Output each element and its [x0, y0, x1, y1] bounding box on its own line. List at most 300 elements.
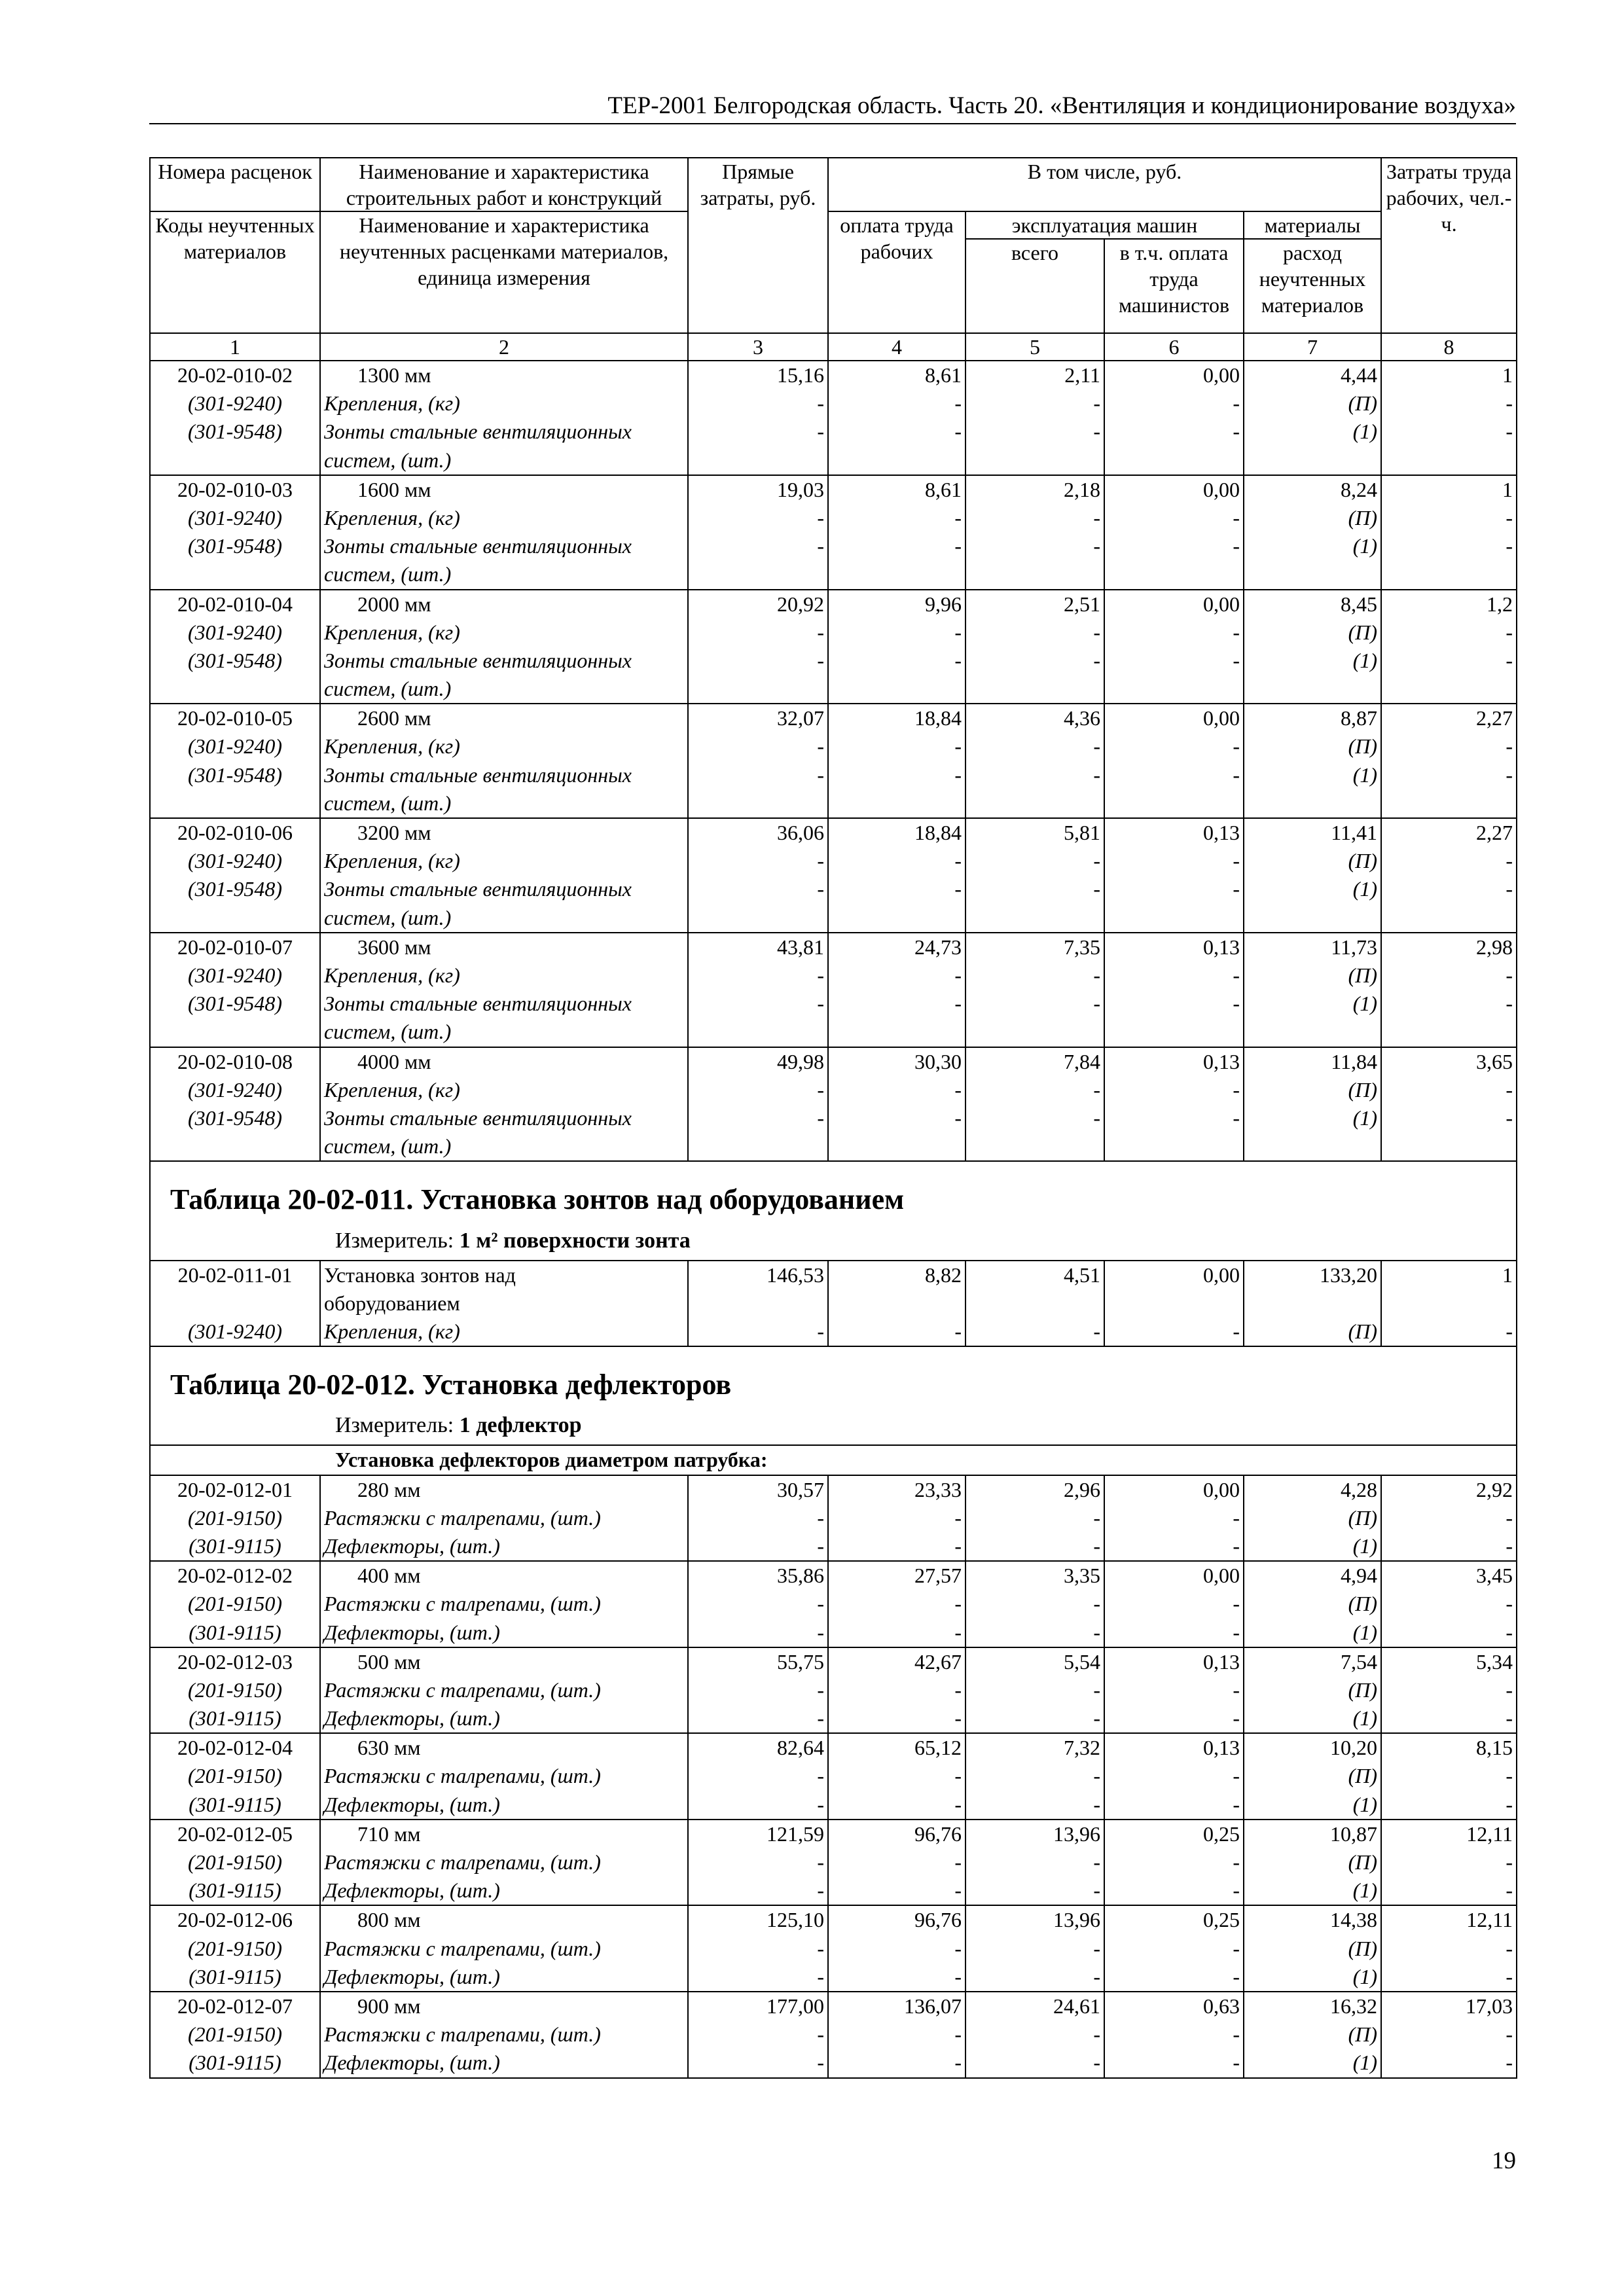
dash-cell: - — [965, 532, 1104, 560]
table-row — [150, 1475, 1517, 1504]
material-mark: (П) — [1244, 1935, 1381, 1963]
material-row — [150, 532, 1517, 560]
column-number: 3 — [688, 333, 828, 361]
measure-label: Измеритель: — [335, 1413, 454, 1438]
dash-cell: - — [1381, 647, 1517, 675]
table-row — [150, 1992, 1517, 2020]
dash-cell: - — [1381, 732, 1517, 761]
empty-cell — [828, 1289, 965, 1318]
col2-top-header: Наименование и характеристика строительных работ и конструкций — [320, 158, 688, 211]
value-cell: 96,76 — [828, 1820, 965, 1848]
column-number: 7 — [1244, 333, 1381, 361]
material-code: (201-9150) — [150, 1504, 320, 1532]
dash-cell: - — [1381, 761, 1517, 789]
material-code: (301-9548) — [150, 1104, 320, 1132]
dash-cell: - — [688, 1104, 828, 1132]
material-name: Растяжки с талрепами, (шт.) — [320, 1848, 688, 1876]
value-cell: 8,15 — [1381, 1733, 1517, 1762]
value-cell: 0,00 — [1104, 1475, 1244, 1504]
table-title: Таблица 20-02-012. Установка дефлекторов — [170, 1369, 732, 1401]
material-row — [150, 1704, 1517, 1733]
dash-cell: - — [1104, 1704, 1244, 1733]
dash-cell: - — [965, 1876, 1104, 1905]
dash-cell: - — [1381, 1504, 1517, 1532]
dash-cell: - — [1381, 619, 1517, 647]
work-name: 1600 мм — [320, 475, 688, 504]
material-name: Зонты стальные вентиляционных — [320, 761, 688, 789]
material-mark: (1) — [1244, 1704, 1381, 1733]
material-code: (301-9548) — [150, 875, 320, 903]
dash-cell: - — [688, 619, 828, 647]
material-row — [150, 1762, 1517, 1790]
empty-cell — [828, 904, 965, 933]
table-title-row — [150, 1346, 1517, 1445]
col1-top-header: Номера расценок — [150, 158, 320, 211]
table-title-row — [150, 1161, 1517, 1260]
material-mark: (П) — [1244, 1504, 1381, 1532]
empty-cell — [1244, 789, 1381, 818]
material-row — [150, 732, 1517, 761]
material-row — [150, 1848, 1517, 1876]
dash-cell: - — [965, 1963, 1104, 1992]
empty-cell — [965, 560, 1104, 589]
empty-cell — [1381, 789, 1517, 818]
material-mark: (1) — [1244, 1619, 1381, 1647]
empty-cell — [1104, 789, 1244, 818]
empty-cell — [1381, 675, 1517, 704]
material-code: (301-9115) — [150, 1704, 320, 1733]
value-cell: 13,96 — [965, 1905, 1104, 1934]
rate-code: 20-02-012-03 — [150, 1647, 320, 1676]
value-cell: 8,61 — [828, 475, 965, 504]
dash-cell: - — [688, 1762, 828, 1790]
dash-cell: - — [1104, 1791, 1244, 1820]
dash-cell: - — [965, 418, 1104, 446]
empty-cell — [150, 446, 320, 475]
value-cell: 43,81 — [688, 933, 828, 961]
value-cell: 35,86 — [688, 1561, 828, 1590]
material-mark: (П) — [1244, 732, 1381, 761]
material-row — [150, 2049, 1517, 2077]
material-mark: (1) — [1244, 532, 1381, 560]
value-cell: 177,00 — [688, 1992, 828, 2020]
table-row — [150, 1047, 1517, 1076]
work-name: 3600 мм — [320, 933, 688, 961]
empty-cell — [688, 1289, 828, 1318]
empty-cell — [1244, 1018, 1381, 1047]
dash-cell: - — [1104, 2020, 1244, 2049]
dash-cell: - — [828, 1704, 965, 1733]
dash-cell: - — [965, 389, 1104, 418]
material-mark: (П) — [1244, 619, 1381, 647]
value-cell: 0,13 — [1104, 818, 1244, 847]
value-cell: 5,34 — [1381, 1647, 1517, 1676]
dash-cell: - — [688, 418, 828, 446]
value-cell: 4,28 — [1244, 1475, 1381, 1504]
empty-cell — [1104, 675, 1244, 704]
name-continuation: оборудованием — [320, 1289, 688, 1318]
value-cell: 36,06 — [688, 818, 828, 847]
value-cell: 0,25 — [1104, 1905, 1244, 1934]
material-row — [150, 2020, 1517, 2049]
empty-cell — [1244, 446, 1381, 475]
value-cell: 12,11 — [1381, 1820, 1517, 1848]
material-mark: (1) — [1244, 647, 1381, 675]
dash-cell: - — [828, 2049, 965, 2077]
value-cell: 1 — [1381, 475, 1517, 504]
dash-cell: - — [965, 1762, 1104, 1790]
dash-cell: - — [828, 761, 965, 789]
dash-cell: - — [1104, 990, 1244, 1018]
work-name: 2000 мм — [320, 590, 688, 619]
empty-cell — [828, 1018, 965, 1047]
work-name: 1300 мм — [320, 361, 688, 389]
dash-cell: - — [965, 1504, 1104, 1532]
running-header: ТЕР-2001 Белгородская область. Часть 20. «Вентиляция и кондиционирование воздуха» — [149, 92, 1516, 124]
name-continuation: систем, (шт.) — [320, 904, 688, 933]
empty-cell — [965, 1018, 1104, 1047]
value-cell: 4,36 — [965, 704, 1104, 732]
material-name: Крепления, (кг) — [320, 847, 688, 875]
subheader-row — [150, 1445, 1517, 1475]
material-name: Дефлекторы, (шт.) — [320, 1791, 688, 1820]
material-mark: (1) — [1244, 1532, 1381, 1561]
value-cell: 8,24 — [1244, 475, 1381, 504]
dash-cell: - — [828, 389, 965, 418]
dash-cell: - — [828, 647, 965, 675]
work-name: 2600 мм — [320, 704, 688, 732]
rate-code: 20-02-012-05 — [150, 1820, 320, 1848]
material-name: Дефлекторы, (шт.) — [320, 1619, 688, 1647]
material-mark: (1) — [1244, 1791, 1381, 1820]
dash-cell: - — [828, 1619, 965, 1647]
dash-cell: - — [1104, 875, 1244, 903]
dash-cell: - — [965, 1935, 1104, 1963]
direct-costs-header: Прямые затраты, руб. — [688, 158, 828, 333]
dash-cell: - — [1104, 1504, 1244, 1532]
dash-cell: - — [688, 1676, 828, 1704]
empty-cell — [150, 789, 320, 818]
material-code: (301-9240) — [150, 389, 320, 418]
table-measure — [151, 1226, 1516, 1260]
value-cell: 16,32 — [1244, 1992, 1381, 2020]
table-row — [150, 1647, 1517, 1676]
material-code: (201-9150) — [150, 2020, 320, 2049]
empty-cell — [1244, 675, 1381, 704]
material-name: Дефлекторы, (шт.) — [320, 1876, 688, 1905]
material-name: Растяжки с талрепами, (шт.) — [320, 1676, 688, 1704]
material-code: (301-9240) — [150, 1076, 320, 1104]
dash-cell: - — [1104, 647, 1244, 675]
table-row — [150, 818, 1517, 847]
dash-cell: - — [1104, 1619, 1244, 1647]
table-row — [150, 590, 1517, 619]
column-number: 5 — [965, 333, 1104, 361]
value-cell: 0,63 — [1104, 1992, 1244, 2020]
value-cell: 0,13 — [1104, 933, 1244, 961]
subheader: Установка дефлекторов диаметром патрубка: — [150, 1445, 1517, 1475]
dash-cell: - — [688, 2049, 828, 2077]
dash-cell: - — [1381, 504, 1517, 532]
dash-cell: - — [1381, 1963, 1517, 1992]
material-row — [150, 1504, 1517, 1532]
measure-label: Измеритель: — [335, 1228, 454, 1253]
page-number: 19 — [1492, 2147, 1516, 2174]
continuation-row — [150, 789, 1517, 818]
dash-cell: - — [1381, 1590, 1517, 1618]
empty-cell — [150, 560, 320, 589]
empty-cell — [688, 675, 828, 704]
dash-cell: - — [688, 532, 828, 560]
rate-code: 20-02-010-05 — [150, 704, 320, 732]
dash-cell: - — [828, 619, 965, 647]
table-row — [150, 361, 1517, 389]
empty-cell — [1381, 1018, 1517, 1047]
material-code: (201-9150) — [150, 1935, 320, 1963]
dash-cell: - — [1104, 1848, 1244, 1876]
empty-cell — [1244, 904, 1381, 933]
dash-cell: - — [828, 1532, 965, 1561]
dash-cell: - — [828, 1935, 965, 1963]
dash-cell: - — [965, 1532, 1104, 1561]
material-row — [150, 1104, 1517, 1132]
value-cell: 30,57 — [688, 1475, 828, 1504]
dash-cell: - — [1381, 418, 1517, 446]
value-cell: 125,10 — [688, 1905, 828, 1934]
dash-cell: - — [688, 847, 828, 875]
continuation-row — [150, 1132, 1517, 1161]
material-name: Растяжки с талрепами, (шт.) — [320, 2020, 688, 2049]
empty-cell — [1104, 560, 1244, 589]
dash-cell: - — [828, 961, 965, 990]
material-row — [150, 1791, 1517, 1820]
value-cell: 8,82 — [828, 1261, 965, 1289]
empty-cell — [150, 904, 320, 933]
empty-cell — [965, 904, 1104, 933]
dash-cell: - — [828, 732, 965, 761]
dash-cell: - — [1104, 1104, 1244, 1132]
empty-cell — [688, 789, 828, 818]
dash-cell: - — [828, 418, 965, 446]
empty-cell — [1381, 904, 1517, 933]
dash-cell: - — [1381, 1791, 1517, 1820]
table-title-cell — [150, 1161, 1517, 1260]
empty-cell — [1381, 446, 1517, 475]
empty-cell — [828, 675, 965, 704]
value-cell: 65,12 — [828, 1733, 965, 1762]
rate-code: 20-02-012-02 — [150, 1561, 320, 1590]
dash-cell: - — [1104, 1590, 1244, 1618]
continuation-row — [150, 1289, 1517, 1318]
material-row — [150, 761, 1517, 789]
dash-cell: - — [688, 1619, 828, 1647]
column-number: 2 — [320, 333, 688, 361]
labor-costs-header: Затраты труда рабочих, чел.-ч. — [1381, 158, 1517, 333]
material-row — [150, 418, 1517, 446]
empty-cell — [828, 446, 965, 475]
dash-cell: - — [828, 1963, 965, 1992]
dash-cell: - — [688, 1848, 828, 1876]
material-code: (201-9150) — [150, 1762, 320, 1790]
empty-cell — [150, 675, 320, 704]
material-code: (301-9548) — [150, 532, 320, 560]
material-mark: (П) — [1244, 1590, 1381, 1618]
work-name: 280 мм — [320, 1475, 688, 1504]
material-name: Зонты стальные вентиляционных — [320, 647, 688, 675]
work-name: 630 мм — [320, 1733, 688, 1762]
material-row — [150, 1590, 1517, 1618]
material-code: (301-9548) — [150, 647, 320, 675]
rate-code: 20-02-012-04 — [150, 1733, 320, 1762]
value-cell: 2,92 — [1381, 1475, 1517, 1504]
work-name: Установка зонтов над — [320, 1261, 688, 1289]
material-row — [150, 504, 1517, 532]
value-cell: 121,59 — [688, 1820, 828, 1848]
dash-cell: - — [965, 1676, 1104, 1704]
value-cell: 0,13 — [1104, 1647, 1244, 1676]
material-mark: (1) — [1244, 418, 1381, 446]
material-name: Растяжки с талрепами, (шт.) — [320, 1762, 688, 1790]
material-mark: (1) — [1244, 2049, 1381, 2077]
dash-cell: - — [1381, 1935, 1517, 1963]
value-cell: 146,53 — [688, 1261, 828, 1289]
rate-code: 20-02-010-04 — [150, 590, 320, 619]
dash-cell: - — [688, 2020, 828, 2049]
work-name: 900 мм — [320, 1992, 688, 2020]
value-cell: 133,20 — [1244, 1261, 1381, 1289]
empty-cell — [1244, 560, 1381, 589]
value-cell: 11,84 — [1244, 1047, 1381, 1076]
dash-cell: - — [1381, 1704, 1517, 1733]
material-mark: (П) — [1244, 1676, 1381, 1704]
empty-cell — [1104, 1289, 1244, 1318]
dash-cell: - — [828, 990, 965, 1018]
value-cell: 20,92 — [688, 590, 828, 619]
material-name: Дефлекторы, (шт.) — [320, 2049, 688, 2077]
material-code: (201-9150) — [150, 1848, 320, 1876]
dash-cell: - — [688, 1963, 828, 1992]
empty-cell — [1244, 1132, 1381, 1161]
dash-cell: - — [828, 532, 965, 560]
dash-cell: - — [965, 619, 1104, 647]
dash-cell: - — [965, 961, 1104, 990]
column-number: 4 — [828, 333, 965, 361]
empty-cell — [828, 1132, 965, 1161]
dash-cell: - — [828, 1676, 965, 1704]
value-cell: 8,45 — [1244, 590, 1381, 619]
dash-cell: - — [1104, 1676, 1244, 1704]
rate-code: 20-02-010-03 — [150, 475, 320, 504]
rate-code: 20-02-010-02 — [150, 361, 320, 389]
value-cell: 0,00 — [1104, 361, 1244, 389]
value-cell: 4,44 — [1244, 361, 1381, 389]
dash-cell: - — [965, 504, 1104, 532]
machines-header: эксплуатация машин — [965, 211, 1244, 239]
empty-cell — [965, 1132, 1104, 1161]
measure-value: 1 дефлектор — [459, 1413, 582, 1438]
dash-cell: - — [828, 1590, 965, 1618]
dash-cell: - — [828, 1504, 965, 1532]
continuation-row — [150, 560, 1517, 589]
value-cell: 55,75 — [688, 1647, 828, 1676]
value-cell: 7,35 — [965, 933, 1104, 961]
value-cell: 2,51 — [965, 590, 1104, 619]
material-row — [150, 1619, 1517, 1647]
dash-cell: - — [1104, 619, 1244, 647]
material-name: Зонты стальные вентиляционных — [320, 875, 688, 903]
material-mark: (1) — [1244, 875, 1381, 903]
value-cell: 0,00 — [1104, 475, 1244, 504]
value-cell: 0,00 — [1104, 590, 1244, 619]
dash-cell: - — [828, 875, 965, 903]
value-cell: 12,11 — [1381, 1905, 1517, 1934]
empty-cell — [1104, 904, 1244, 933]
empty-cell — [688, 904, 828, 933]
material-row — [150, 1532, 1517, 1561]
dash-cell: - — [688, 732, 828, 761]
value-cell: 1,2 — [1381, 590, 1517, 619]
empty-cell — [965, 446, 1104, 475]
table-measure — [151, 1410, 1516, 1444]
material-row — [150, 1963, 1517, 1992]
material-code: (301-9115) — [150, 1619, 320, 1647]
value-cell: 0,25 — [1104, 1820, 1244, 1848]
name-continuation: систем, (шт.) — [320, 675, 688, 704]
name-continuation: систем, (шт.) — [320, 446, 688, 475]
empty-cell — [965, 789, 1104, 818]
value-cell: 7,32 — [965, 1733, 1104, 1762]
rate-code: 20-02-010-06 — [150, 818, 320, 847]
table-title-cell — [150, 1346, 1517, 1445]
value-cell: 7,54 — [1244, 1647, 1381, 1676]
dash-cell: - — [1104, 1876, 1244, 1905]
material-mark: (П) — [1244, 1762, 1381, 1790]
continuation-row — [150, 675, 1517, 704]
measure-value: 1 м² поверхности зонта — [459, 1228, 691, 1253]
dash-cell: - — [1104, 1762, 1244, 1790]
value-cell: 3,65 — [1381, 1047, 1517, 1076]
empty-cell — [1104, 446, 1244, 475]
empty-cell — [150, 1018, 320, 1047]
work-name: 500 мм — [320, 1647, 688, 1676]
value-cell: 1 — [1381, 1261, 1517, 1289]
empty-cell — [965, 675, 1104, 704]
dash-cell: - — [965, 1076, 1104, 1104]
material-mark: (1) — [1244, 1963, 1381, 1992]
dash-cell: - — [965, 2049, 1104, 2077]
value-cell: 0,00 — [1104, 1261, 1244, 1289]
col1-bottom-header: Коды неучтенных материалов — [150, 211, 320, 333]
dash-cell: - — [688, 1791, 828, 1820]
dash-cell: - — [688, 761, 828, 789]
material-row — [150, 647, 1517, 675]
value-cell: 19,03 — [688, 475, 828, 504]
dash-cell: - — [1381, 875, 1517, 903]
table-row — [150, 1820, 1517, 1848]
empty-cell — [688, 560, 828, 589]
material-name: Дефлекторы, (шт.) — [320, 1532, 688, 1561]
value-cell: 0,13 — [1104, 1047, 1244, 1076]
empty-cell — [1104, 1018, 1244, 1047]
material-row — [150, 389, 1517, 418]
value-cell: 42,67 — [828, 1647, 965, 1676]
dash-cell: - — [965, 2020, 1104, 2049]
value-cell: 23,33 — [828, 1475, 965, 1504]
material-name: Зонты стальные вентиляционных — [320, 990, 688, 1018]
material-name: Зонты стальные вентиляционных — [320, 1104, 688, 1132]
value-cell: 5,54 — [965, 1647, 1104, 1676]
col2-bottom-header: Наименование и характеристика неучтенных расценками материалов, единица измерения — [320, 211, 688, 333]
